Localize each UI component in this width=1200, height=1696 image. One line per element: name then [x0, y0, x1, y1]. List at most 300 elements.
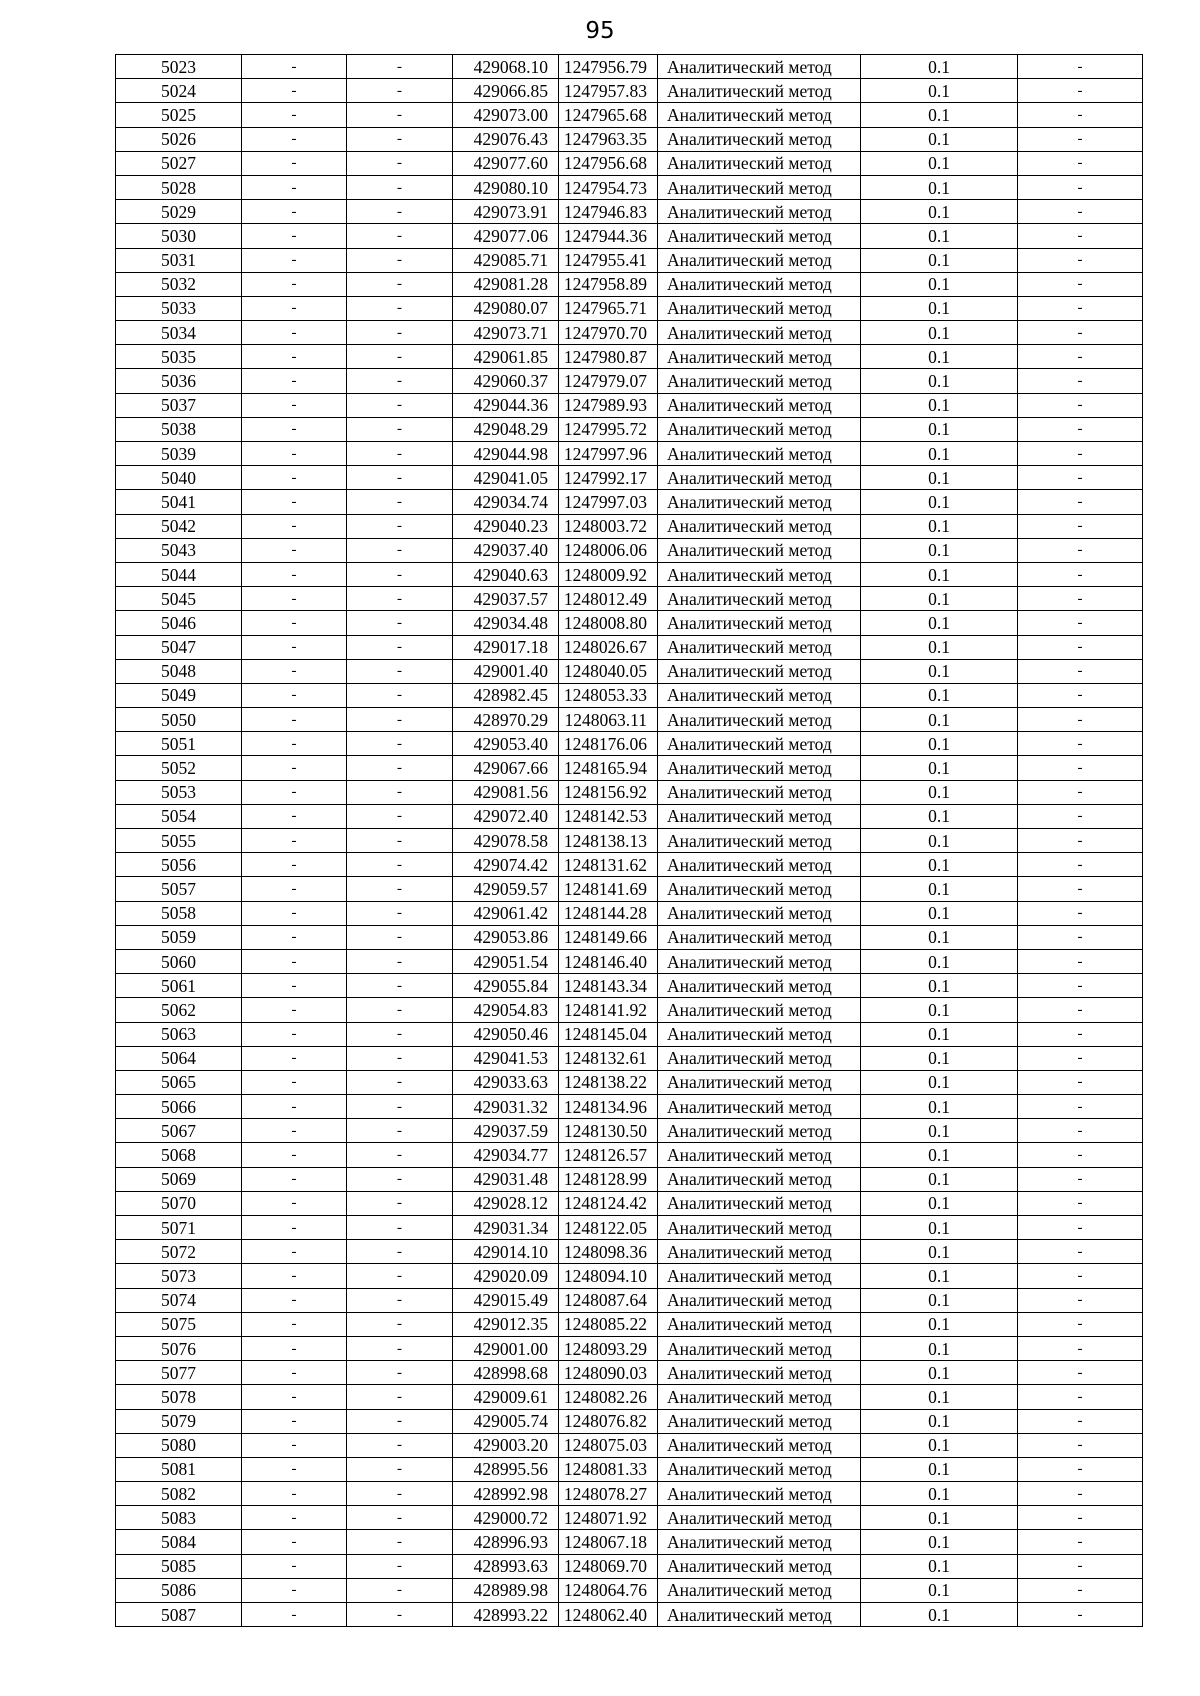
empty-cell: - [242, 1022, 347, 1046]
y-coordinate-cell: 1247997.96 [559, 442, 658, 466]
empty-cell: - [1018, 974, 1143, 998]
empty-cell: - [1018, 1433, 1143, 1457]
empty-cell: - [242, 901, 347, 925]
empty-cell: - [1018, 901, 1143, 925]
table-row [116, 248, 1143, 272]
y-coordinate-cell: 1248149.66 [559, 925, 658, 949]
method-cell: Аналитический метод [658, 272, 861, 296]
table-row [116, 683, 1143, 707]
precision-cell: 0.1 [861, 103, 1018, 127]
empty-cell: - [242, 974, 347, 998]
table-row [116, 417, 1143, 441]
x-coordinate-cell: 429012.35 [453, 1312, 559, 1336]
y-coordinate-cell: 1248076.82 [559, 1409, 658, 1433]
table-row [116, 224, 1143, 248]
empty-cell: - [242, 1167, 347, 1191]
x-coordinate-cell: 429015.49 [453, 1288, 559, 1312]
y-coordinate-cell: 1247965.68 [559, 103, 658, 127]
method-cell: Аналитический метод [658, 1603, 861, 1627]
y-coordinate-cell: 1247989.93 [559, 393, 658, 417]
table-row [116, 1191, 1143, 1215]
empty-cell: - [242, 442, 347, 466]
point-id-cell: 5080 [116, 1433, 242, 1457]
y-coordinate-cell: 1248122.05 [559, 1216, 658, 1240]
empty-cell: - [1018, 1530, 1143, 1554]
precision-cell: 0.1 [861, 1336, 1018, 1360]
method-cell: Аналитический метод [658, 490, 861, 514]
method-cell: Аналитический метод [658, 55, 861, 79]
y-coordinate-cell: 1248069.70 [559, 1554, 658, 1578]
precision-cell: 0.1 [861, 732, 1018, 756]
table-row [116, 296, 1143, 320]
method-cell: Аналитический метод [658, 1336, 861, 1360]
table-row [116, 442, 1143, 466]
empty-cell: - [242, 1554, 347, 1578]
x-coordinate-cell: 429051.54 [453, 949, 559, 973]
precision-cell: 0.1 [861, 1288, 1018, 1312]
method-cell: Аналитический метод [658, 1361, 861, 1385]
y-coordinate-cell: 1248142.53 [559, 804, 658, 828]
point-id-cell: 5037 [116, 393, 242, 417]
empty-cell: - [1018, 103, 1143, 127]
empty-cell: - [1018, 248, 1143, 272]
y-coordinate-cell: 1248009.92 [559, 562, 658, 586]
x-coordinate-cell: 429040.23 [453, 514, 559, 538]
precision-cell: 0.1 [861, 248, 1018, 272]
empty-cell: - [1018, 1385, 1143, 1409]
empty-cell: - [347, 1191, 453, 1215]
y-coordinate-cell: 1248098.36 [559, 1240, 658, 1264]
method-cell: Аналитический метод [658, 1385, 861, 1409]
point-id-cell: 5069 [116, 1167, 242, 1191]
table-row [116, 1240, 1143, 1264]
empty-cell: - [242, 1264, 347, 1288]
method-cell: Аналитический метод [658, 804, 861, 828]
precision-cell: 0.1 [861, 853, 1018, 877]
table-row [116, 200, 1143, 224]
x-coordinate-cell: 429034.48 [453, 611, 559, 635]
y-coordinate-cell: 1248012.49 [559, 587, 658, 611]
y-coordinate-cell: 1248131.62 [559, 853, 658, 877]
x-coordinate-cell: 429033.63 [453, 1070, 559, 1094]
empty-cell: - [242, 1240, 347, 1264]
precision-cell: 0.1 [861, 1603, 1018, 1627]
table-row [116, 1603, 1143, 1627]
empty-cell: - [1018, 780, 1143, 804]
x-coordinate-cell: 429073.71 [453, 321, 559, 345]
x-coordinate-cell: 429040.63 [453, 562, 559, 586]
precision-cell: 0.1 [861, 417, 1018, 441]
x-coordinate-cell: 429003.20 [453, 1433, 559, 1457]
empty-cell: - [1018, 1506, 1143, 1530]
x-coordinate-cell: 429061.42 [453, 901, 559, 925]
empty-cell: - [1018, 345, 1143, 369]
page-number: 95 [585, 18, 615, 44]
y-coordinate-cell: 1248130.50 [559, 1119, 658, 1143]
empty-cell: - [347, 635, 453, 659]
empty-cell: - [242, 1603, 347, 1627]
x-coordinate-cell: 429041.53 [453, 1046, 559, 1070]
table-row [116, 659, 1143, 683]
x-coordinate-cell: 429031.32 [453, 1095, 559, 1119]
table-row [116, 829, 1143, 853]
empty-cell: - [347, 732, 453, 756]
point-id-cell: 5039 [116, 442, 242, 466]
empty-cell: - [1018, 1046, 1143, 1070]
method-cell: Аналитический метод [658, 853, 861, 877]
point-id-cell: 5055 [116, 829, 242, 853]
empty-cell: - [1018, 611, 1143, 635]
table-row [116, 732, 1143, 756]
y-coordinate-cell: 1248085.22 [559, 1312, 658, 1336]
empty-cell: - [347, 998, 453, 1022]
empty-cell: - [347, 1506, 453, 1530]
x-coordinate-cell: 429053.86 [453, 925, 559, 949]
empty-cell: - [347, 1143, 453, 1167]
table-row [116, 1361, 1143, 1385]
y-coordinate-cell: 1248165.94 [559, 756, 658, 780]
table-row [116, 1506, 1143, 1530]
empty-cell: - [242, 345, 347, 369]
x-coordinate-cell: 429054.83 [453, 998, 559, 1022]
table-row [116, 538, 1143, 562]
point-id-cell: 5023 [116, 55, 242, 79]
empty-cell: - [347, 1240, 453, 1264]
empty-cell: - [242, 393, 347, 417]
x-coordinate-cell: 429041.05 [453, 466, 559, 490]
y-coordinate-cell: 1248141.69 [559, 877, 658, 901]
table-row [116, 1433, 1143, 1457]
precision-cell: 0.1 [861, 393, 1018, 417]
table-row [116, 611, 1143, 635]
empty-cell: - [242, 829, 347, 853]
table-row [116, 79, 1143, 103]
method-cell: Аналитический метод [658, 1530, 861, 1554]
y-coordinate-cell: 1247979.07 [559, 369, 658, 393]
empty-cell: - [242, 1336, 347, 1360]
empty-cell: - [347, 417, 453, 441]
x-coordinate-cell: 429031.48 [453, 1167, 559, 1191]
empty-cell: - [1018, 272, 1143, 296]
empty-cell: - [1018, 1603, 1143, 1627]
point-id-cell: 5036 [116, 369, 242, 393]
point-id-cell: 5033 [116, 296, 242, 320]
point-id-cell: 5070 [116, 1191, 242, 1215]
empty-cell: - [242, 1119, 347, 1143]
empty-cell: - [1018, 732, 1143, 756]
empty-cell: - [1018, 1457, 1143, 1481]
point-id-cell: 5067 [116, 1119, 242, 1143]
x-coordinate-cell: 429044.98 [453, 442, 559, 466]
y-coordinate-cell: 1248003.72 [559, 514, 658, 538]
precision-cell: 0.1 [861, 829, 1018, 853]
empty-cell: - [1018, 538, 1143, 562]
y-coordinate-cell: 1247955.41 [559, 248, 658, 272]
point-id-cell: 5049 [116, 683, 242, 707]
x-coordinate-cell: 429053.40 [453, 732, 559, 756]
empty-cell: - [242, 1046, 347, 1070]
empty-cell: - [347, 683, 453, 707]
y-coordinate-cell: 1248144.28 [559, 901, 658, 925]
empty-cell: - [347, 804, 453, 828]
method-cell: Аналитический метод [658, 296, 861, 320]
empty-cell: - [242, 562, 347, 586]
empty-cell: - [1018, 1554, 1143, 1578]
x-coordinate-cell: 429081.28 [453, 272, 559, 296]
method-cell: Аналитический метод [658, 829, 861, 853]
empty-cell: - [1018, 1578, 1143, 1602]
table-row [116, 127, 1143, 151]
table-row [116, 1482, 1143, 1506]
x-coordinate-cell: 429077.60 [453, 151, 559, 175]
empty-cell: - [1018, 877, 1143, 901]
empty-cell: - [1018, 949, 1143, 973]
empty-cell: - [1018, 587, 1143, 611]
empty-cell: - [242, 200, 347, 224]
x-coordinate-cell: 429080.07 [453, 296, 559, 320]
method-cell: Аналитический метод [658, 393, 861, 417]
empty-cell: - [1018, 1240, 1143, 1264]
y-coordinate-cell: 1248134.96 [559, 1095, 658, 1119]
empty-cell: - [242, 659, 347, 683]
point-id-cell: 5065 [116, 1070, 242, 1094]
method-cell: Аналитический метод [658, 877, 861, 901]
table-row [116, 901, 1143, 925]
y-coordinate-cell: 1248082.26 [559, 1385, 658, 1409]
empty-cell: - [242, 79, 347, 103]
precision-cell: 0.1 [861, 1240, 1018, 1264]
point-id-cell: 5078 [116, 1385, 242, 1409]
table-row [116, 1457, 1143, 1481]
empty-cell: - [1018, 708, 1143, 732]
point-id-cell: 5074 [116, 1288, 242, 1312]
empty-cell: - [1018, 369, 1143, 393]
y-coordinate-cell: 1248132.61 [559, 1046, 658, 1070]
table-row [116, 1167, 1143, 1191]
empty-cell: - [347, 1119, 453, 1143]
x-coordinate-cell: 429050.46 [453, 1022, 559, 1046]
point-id-cell: 5038 [116, 417, 242, 441]
empty-cell: - [1018, 635, 1143, 659]
empty-cell: - [242, 1578, 347, 1602]
point-id-cell: 5071 [116, 1216, 242, 1240]
empty-cell: - [242, 1143, 347, 1167]
x-coordinate-cell: 429068.10 [453, 55, 559, 79]
method-cell: Аналитический метод [658, 949, 861, 973]
table-row [116, 853, 1143, 877]
y-coordinate-cell: 1247995.72 [559, 417, 658, 441]
empty-cell: - [1018, 756, 1143, 780]
x-coordinate-cell: 428998.68 [453, 1361, 559, 1385]
empty-cell: - [347, 901, 453, 925]
precision-cell: 0.1 [861, 901, 1018, 925]
point-id-cell: 5087 [116, 1603, 242, 1627]
x-coordinate-cell: 428995.56 [453, 1457, 559, 1481]
empty-cell: - [1018, 175, 1143, 199]
x-coordinate-cell: 429076.43 [453, 127, 559, 151]
x-coordinate-cell: 428996.93 [453, 1530, 559, 1554]
y-coordinate-cell: 1247956.68 [559, 151, 658, 175]
empty-cell: - [242, 804, 347, 828]
empty-cell: - [347, 393, 453, 417]
empty-cell: - [242, 732, 347, 756]
y-coordinate-cell: 1248006.06 [559, 538, 658, 562]
method-cell: Аналитический метод [658, 538, 861, 562]
x-coordinate-cell: 428993.22 [453, 1603, 559, 1627]
x-coordinate-cell: 429037.40 [453, 538, 559, 562]
x-coordinate-cell: 429073.91 [453, 200, 559, 224]
empty-cell: - [347, 829, 453, 853]
empty-cell: - [242, 949, 347, 973]
table-row [116, 708, 1143, 732]
empty-cell: - [347, 853, 453, 877]
point-id-cell: 5044 [116, 562, 242, 586]
point-id-cell: 5041 [116, 490, 242, 514]
method-cell: Аналитический метод [658, 1046, 861, 1070]
table-row [116, 1119, 1143, 1143]
precision-cell: 0.1 [861, 490, 1018, 514]
method-cell: Аналитический метод [658, 708, 861, 732]
empty-cell: - [347, 1312, 453, 1336]
precision-cell: 0.1 [861, 1167, 1018, 1191]
method-cell: Аналитический метод [658, 103, 861, 127]
table-row [116, 1095, 1143, 1119]
method-cell: Аналитический метод [658, 1288, 861, 1312]
point-id-cell: 5084 [116, 1530, 242, 1554]
method-cell: Аналитический метод [658, 562, 861, 586]
method-cell: Аналитический метод [658, 1409, 861, 1433]
precision-cell: 0.1 [861, 635, 1018, 659]
y-coordinate-cell: 1248124.42 [559, 1191, 658, 1215]
x-coordinate-cell: 429078.58 [453, 829, 559, 853]
empty-cell: - [347, 200, 453, 224]
precision-cell: 0.1 [861, 1119, 1018, 1143]
y-coordinate-cell: 1248078.27 [559, 1482, 658, 1506]
table-row [116, 877, 1143, 901]
precision-cell: 0.1 [861, 1216, 1018, 1240]
empty-cell: - [1018, 1361, 1143, 1385]
empty-cell: - [242, 683, 347, 707]
precision-cell: 0.1 [861, 611, 1018, 635]
x-coordinate-cell: 429066.85 [453, 79, 559, 103]
empty-cell: - [242, 490, 347, 514]
x-coordinate-cell: 429059.57 [453, 877, 559, 901]
empty-cell: - [347, 1216, 453, 1240]
precision-cell: 0.1 [861, 1143, 1018, 1167]
empty-cell: - [347, 877, 453, 901]
method-cell: Аналитический метод [658, 1578, 861, 1602]
method-cell: Аналитический метод [658, 901, 861, 925]
empty-cell: - [242, 1433, 347, 1457]
empty-cell: - [1018, 853, 1143, 877]
empty-cell: - [347, 1167, 453, 1191]
table-row [116, 103, 1143, 127]
method-cell: Аналитический метод [658, 732, 861, 756]
y-coordinate-cell: 1248075.03 [559, 1433, 658, 1457]
x-coordinate-cell: 429081.56 [453, 780, 559, 804]
x-coordinate-cell: 429055.84 [453, 974, 559, 998]
precision-cell: 0.1 [861, 442, 1018, 466]
empty-cell: - [242, 1457, 347, 1481]
x-coordinate-cell: 429005.74 [453, 1409, 559, 1433]
empty-cell: - [242, 1288, 347, 1312]
empty-cell: - [242, 1216, 347, 1240]
empty-cell: - [347, 1264, 453, 1288]
empty-cell: - [1018, 321, 1143, 345]
empty-cell: - [347, 1070, 453, 1094]
method-cell: Аналитический метод [658, 200, 861, 224]
precision-cell: 0.1 [861, 1312, 1018, 1336]
point-id-cell: 5064 [116, 1046, 242, 1070]
table-row [116, 1288, 1143, 1312]
empty-cell: - [1018, 1191, 1143, 1215]
y-coordinate-cell: 1248063.11 [559, 708, 658, 732]
method-cell: Аналитический метод [658, 175, 861, 199]
point-id-cell: 5048 [116, 659, 242, 683]
point-id-cell: 5057 [116, 877, 242, 901]
point-id-cell: 5061 [116, 974, 242, 998]
point-id-cell: 5024 [116, 79, 242, 103]
empty-cell: - [1018, 998, 1143, 1022]
empty-cell: - [242, 417, 347, 441]
empty-cell: - [347, 490, 453, 514]
precision-cell: 0.1 [861, 1385, 1018, 1409]
empty-cell: - [347, 175, 453, 199]
y-coordinate-cell: 1247954.73 [559, 175, 658, 199]
method-cell: Аналитический метод [658, 79, 861, 103]
empty-cell: - [347, 1578, 453, 1602]
precision-cell: 0.1 [861, 514, 1018, 538]
x-coordinate-cell: 429077.06 [453, 224, 559, 248]
method-cell: Аналитический метод [658, 1143, 861, 1167]
precision-cell: 0.1 [861, 1191, 1018, 1215]
empty-cell: - [1018, 200, 1143, 224]
empty-cell: - [347, 466, 453, 490]
method-cell: Аналитический метод [658, 1070, 861, 1094]
point-id-cell: 5062 [116, 998, 242, 1022]
y-coordinate-cell: 1247958.89 [559, 272, 658, 296]
x-coordinate-cell: 429037.57 [453, 587, 559, 611]
method-cell: Аналитический метод [658, 974, 861, 998]
x-coordinate-cell: 429044.36 [453, 393, 559, 417]
point-id-cell: 5086 [116, 1578, 242, 1602]
empty-cell: - [347, 1433, 453, 1457]
precision-cell: 0.1 [861, 1361, 1018, 1385]
y-coordinate-cell: 1248053.33 [559, 683, 658, 707]
point-id-cell: 5050 [116, 708, 242, 732]
x-coordinate-cell: 429028.12 [453, 1191, 559, 1215]
point-id-cell: 5029 [116, 200, 242, 224]
table-row [116, 949, 1143, 973]
table-row [116, 780, 1143, 804]
x-coordinate-cell: 429017.18 [453, 635, 559, 659]
method-cell: Аналитический метод [658, 1482, 861, 1506]
y-coordinate-cell: 1248062.40 [559, 1603, 658, 1627]
point-id-cell: 5040 [116, 466, 242, 490]
precision-cell: 0.1 [861, 683, 1018, 707]
empty-cell: - [1018, 925, 1143, 949]
point-id-cell: 5034 [116, 321, 242, 345]
method-cell: Аналитический метод [658, 1554, 861, 1578]
table-row [116, 151, 1143, 175]
precision-cell: 0.1 [861, 1433, 1018, 1457]
table-row [116, 393, 1143, 417]
x-coordinate-cell: 428993.63 [453, 1554, 559, 1578]
empty-cell: - [242, 780, 347, 804]
table-row [116, 1022, 1143, 1046]
empty-cell: - [242, 998, 347, 1022]
empty-cell: - [1018, 224, 1143, 248]
